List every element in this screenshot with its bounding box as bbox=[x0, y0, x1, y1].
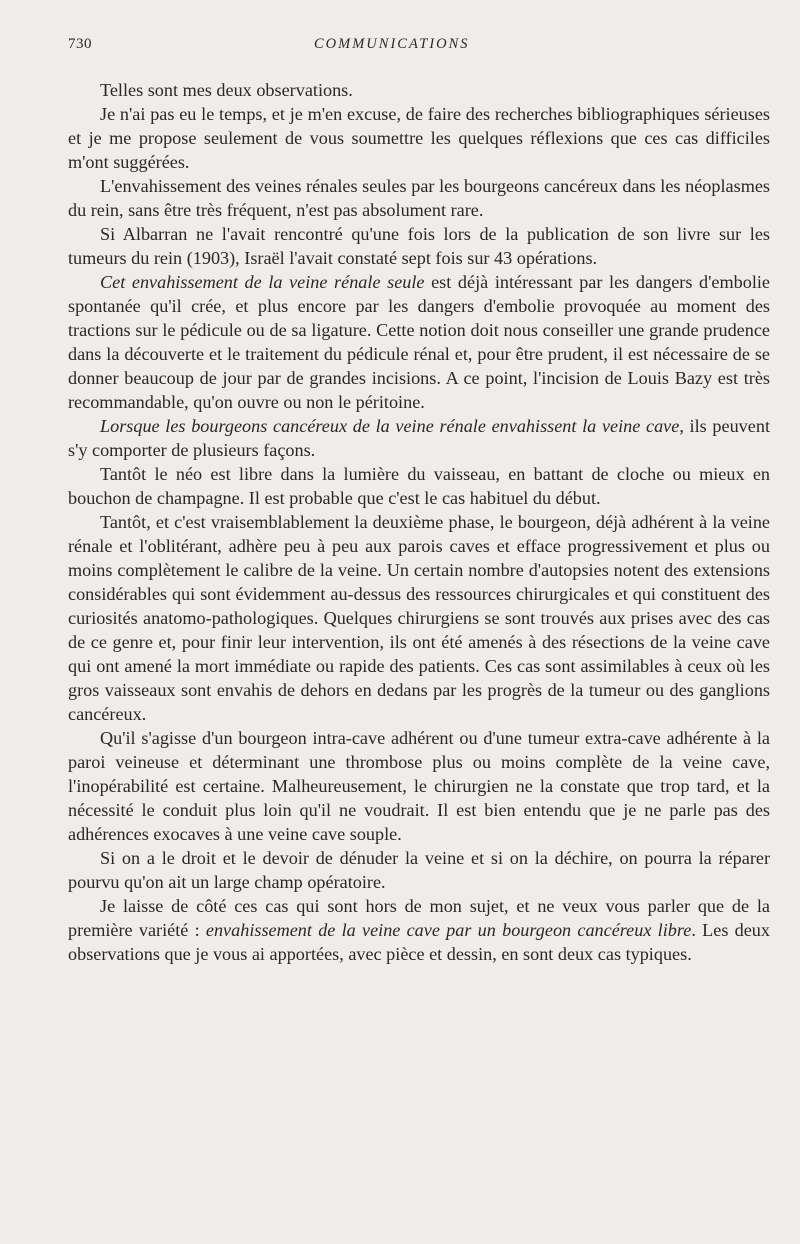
text-segment: Telles sont mes deux observations. bbox=[100, 80, 353, 100]
text-segment: Si Albarran ne l'avait rencontré qu'une fois lors de la publication de son livre sur les tumeurs du rein (1903), Israël l'avait constaté sept fois sur 43 opérations. bbox=[68, 224, 770, 268]
text-segment: Tantôt le néo est libre dans la lumière du vaisseau, en battant de cloche ou mieux en bouchon de champagne. Il est probable que c'est le cas habituel du début. bbox=[68, 464, 770, 508]
paragraph bbox=[68, 174, 770, 222]
text-segment: est déjà intéressant par les dangers d'embolie spontanée qu'il crée, et plus encore par les dangers d'embolie provoquée au moment des tractions sur le pédicule ou de sa ligature. Cette notion doit nous conseiller une grande prudence dans la découverte et le traitement du pédicule rénal et, pour être prudent, il est nécessaire de se donner beaucoup de jour par de grandes incisions. A ce point, l'incision de Louis Bazy est très recommandable, qu'on ouvre ou non le péritoine. bbox=[68, 272, 770, 412]
text-segment: , ils peuvent s'y comporter de plusieurs façons. bbox=[68, 416, 770, 460]
paragraph bbox=[68, 270, 770, 414]
body-text bbox=[68, 78, 770, 966]
paragraph bbox=[68, 78, 770, 102]
paragraph bbox=[68, 894, 770, 966]
paragraph bbox=[68, 462, 770, 510]
text-segment: L'envahissement des veines rénales seules par les bourgeons cancéreux dans les néoplasmes du rein, sans être très fréquent, n'est pas absolument rare. bbox=[68, 176, 770, 220]
text-segment: Tantôt, et c'est vraisemblablement la deuxième phase, le bourgeon, déjà adhérent à la veine rénale et l'oblitérant, adhère peu à peu aux parois caves et efface progressivement et plus ou moins complètement le calibre de la veine. Un certain nombre d'autopsies notent des extensions considérables qui sont évidemment au-dessus des ressources chirurgicales et qui constituent des curiosités anatomo-pathologiques. Quelques chirurgiens se sont trouvés aux prises avec des cas de ce genre et, pour finir leur intervention, ils ont été amenés à des résections de la veine cave qui ont amené la mort immédiate ou rapide des patients. Ces cas sont assimilables à ceux où les gros vaisseaux sont envahis de dehors en dedans par les progrès de la tumeur ou des ganglions cancéreux. bbox=[68, 512, 770, 724]
text-segment: Je laisse de côté ces cas qui sont hors de mon sujet, et ne veux vous parler que de la première variété : bbox=[68, 896, 770, 940]
paragraph bbox=[68, 414, 770, 462]
running-title: COMMUNICATIONS bbox=[314, 36, 470, 52]
text-segment: Qu'il s'agisse d'un bourgeon intra-cave adhérent ou d'une tumeur extra-cave adhérente à la paroi veineuse et déterminant une thrombose plus ou moins complète de la veine cave, l'inopérabilité est certaine. Malheureusement, le chirurgien ne la constate que trop tard, et la nécessité le conduit plus loin qu'il ne voudrait. Il est bien entendu que je ne parle pas des adhérences exocaves à une veine cave souple. bbox=[68, 728, 770, 844]
text-segment: Je n'ai pas eu le temps, et je m'en excuse, de faire des recherches bibliographiques sérieuses et je me propose seulement de vous soumettre les quelques réflexions que ces cas difficiles m'ont suggérées. bbox=[68, 104, 770, 172]
italic-segment: envahissement de la veine cave par un bourgeon cancéreux libre bbox=[205, 920, 692, 940]
paragraph bbox=[68, 846, 770, 894]
page-number: 730 bbox=[68, 36, 92, 52]
italic-segment: Cet envahissement de la veine rénale seule bbox=[100, 272, 425, 292]
page-header bbox=[68, 36, 770, 60]
paragraph bbox=[68, 102, 770, 174]
italic-segment: Lorsque les bourgeons cancéreux de la veine rénale envahissent la veine cave bbox=[100, 416, 680, 436]
text-segment: . Les deux observations que je vous ai apportées, avec pièce et dessin, en sont deux cas typiques. bbox=[68, 920, 770, 964]
paragraph bbox=[68, 222, 770, 270]
paragraph bbox=[68, 726, 770, 846]
paragraph bbox=[68, 510, 770, 726]
text-segment: Si on a le droit et le devoir de dénuder la veine et si on la déchire, on pourra la réparer pourvu qu'on ait un large champ opératoire. bbox=[68, 848, 770, 892]
